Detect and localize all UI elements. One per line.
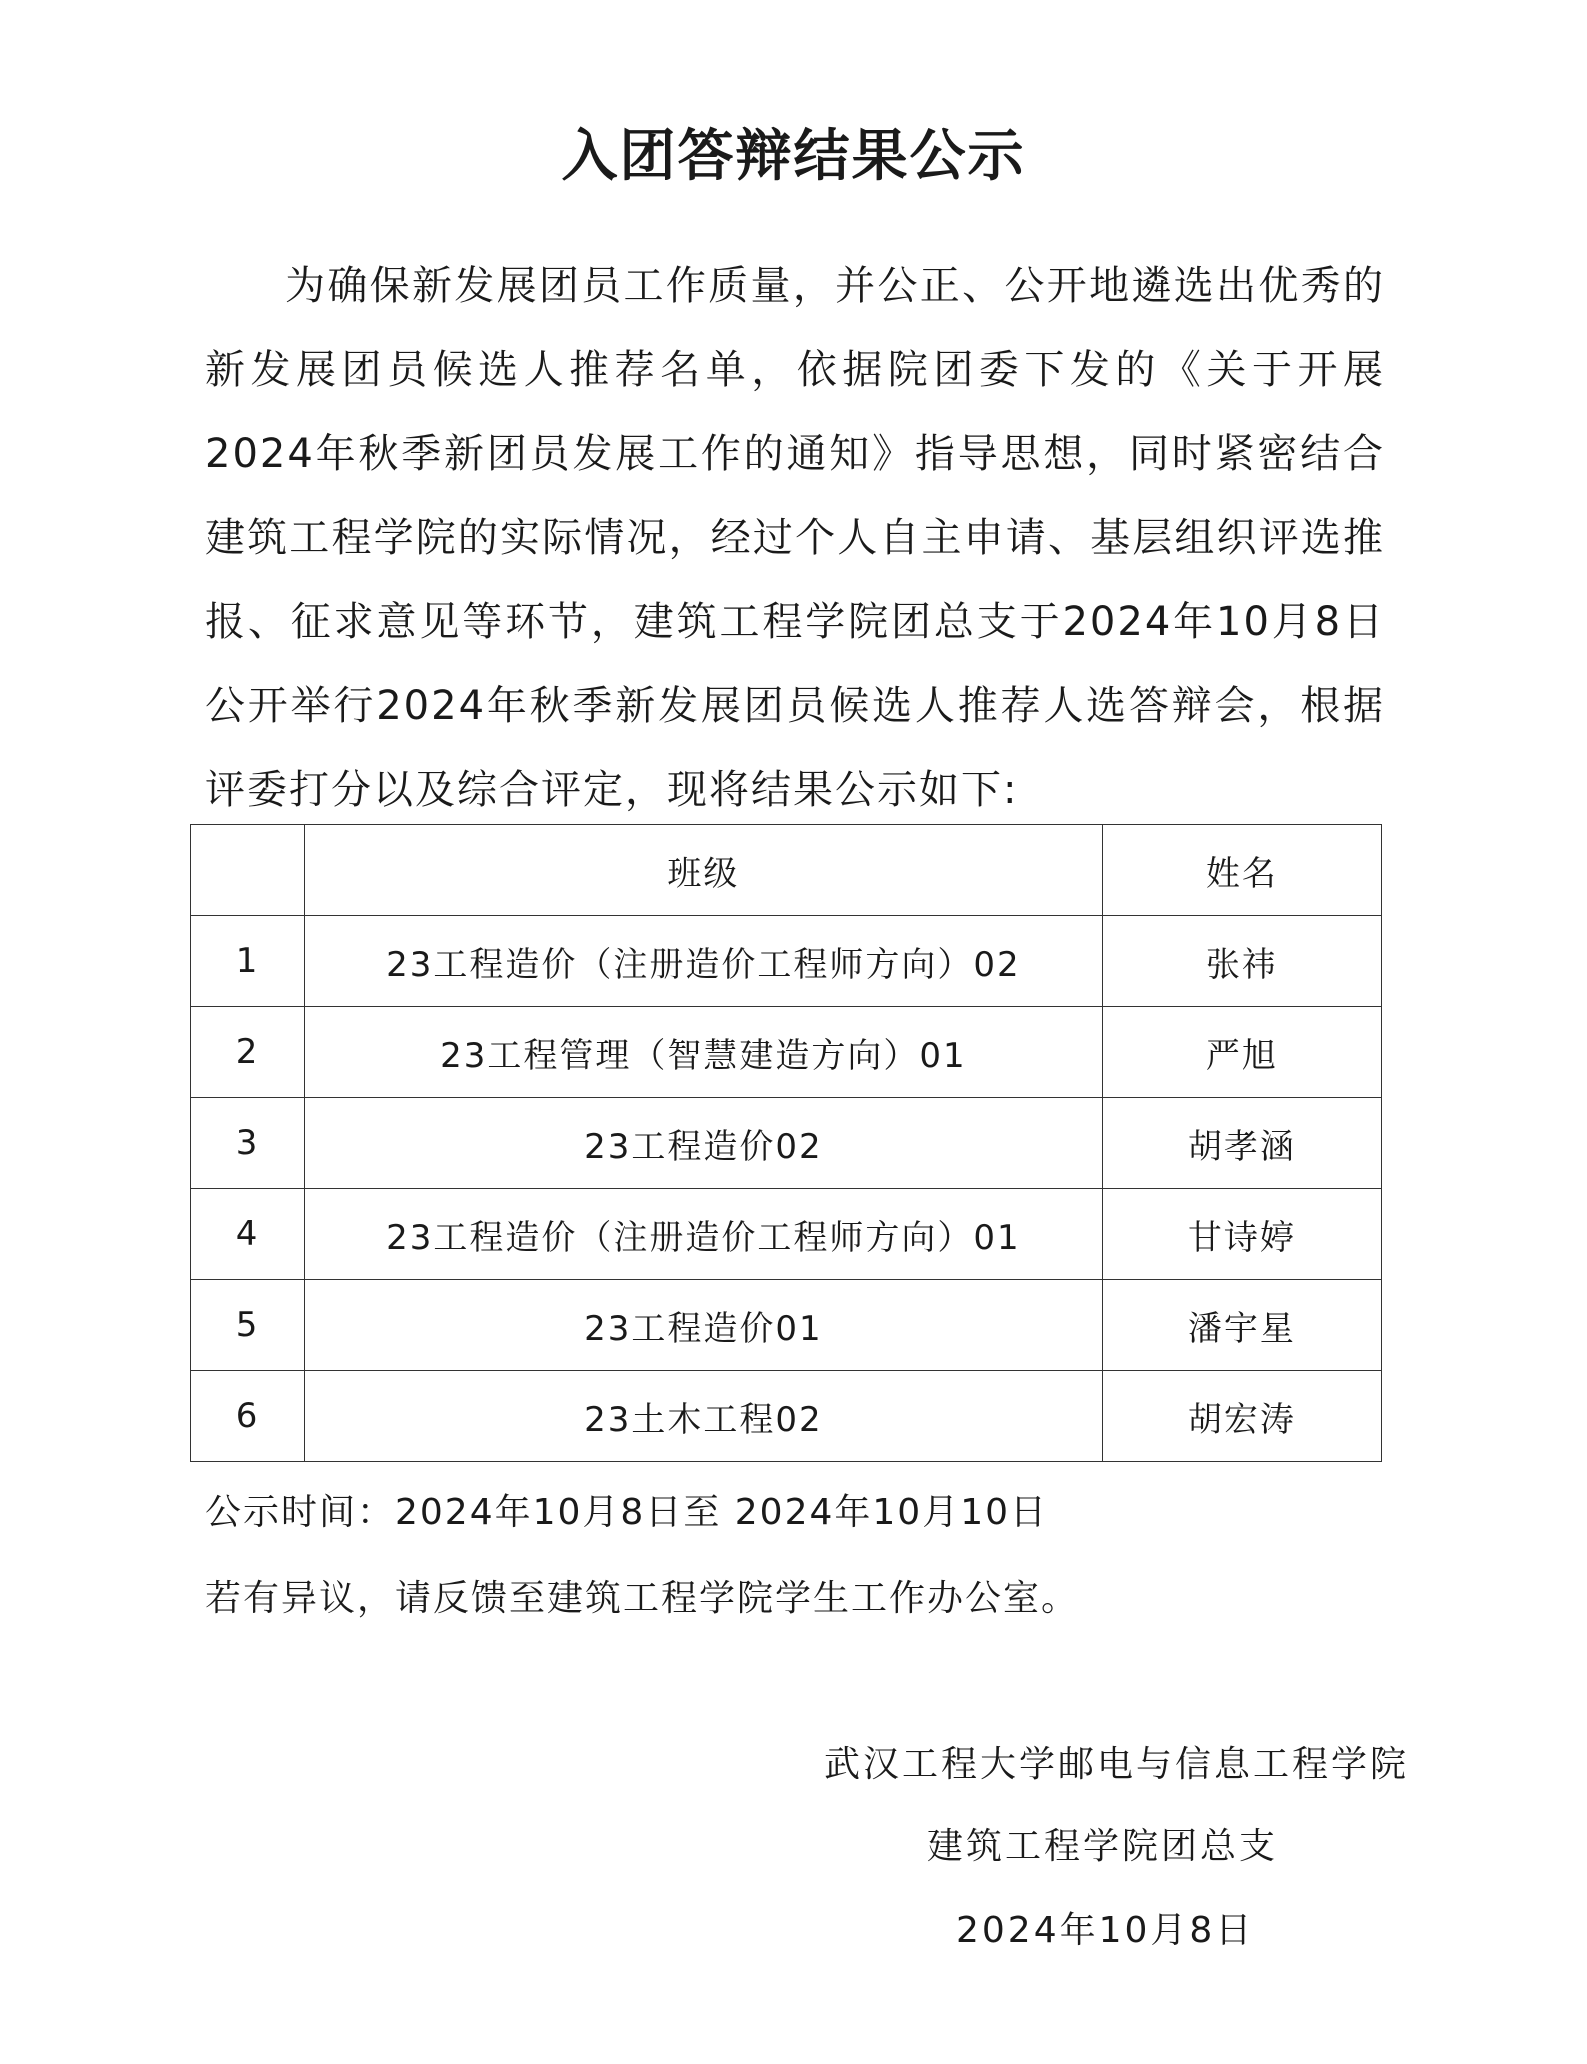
row-name: 张祎 [1102, 916, 1381, 1007]
row-class: 23工程造价（注册造价工程师方向）01 [305, 1189, 1103, 1280]
signature-date: 2024年10月8日 [956, 1910, 1255, 1951]
header-index [191, 825, 305, 916]
row-class: 23工程管理（智慧建造方向）01 [305, 1007, 1103, 1098]
table-row [191, 1007, 1382, 1098]
publicity-period: 公示时间：2024年10月8日至 2024年10月10日 [205, 1492, 1049, 1533]
table-row [191, 1098, 1382, 1189]
row-name: 胡孝涵 [1102, 1098, 1381, 1189]
row-name: 甘诗婷 [1102, 1189, 1381, 1280]
results-table [190, 824, 1382, 1462]
row-name: 潘宇星 [1102, 1280, 1381, 1371]
row-index: 2 [191, 1007, 305, 1098]
header-name: 姓名 [1102, 825, 1381, 916]
table-row [191, 916, 1382, 1007]
signature-branch: 建筑工程学院团总支 [927, 1826, 1279, 1867]
objection-notice: 若有异议，请反馈至建筑工程学院学生工作办公室。 [205, 1578, 1080, 1619]
table-row [191, 1280, 1382, 1371]
row-class: 23工程造价02 [305, 1098, 1103, 1189]
row-index: 6 [191, 1371, 305, 1462]
signature-organization: 武汉工程大学邮电与信息工程学院 [824, 1744, 1410, 1785]
row-class: 23工程造价（注册造价工程师方向）02 [305, 916, 1103, 1007]
page-title: 入团答辩结果公示 [561, 123, 1026, 189]
table-row [191, 1189, 1382, 1280]
row-class: 23工程造价01 [305, 1280, 1103, 1371]
announcement-paragraph: 为确保新发展团员工作质量，并公正、公开地遴选出优秀的新发展团员候选人推荐名单，依据院团委下发的《关于开展2024年秋季新团员发展工作的通知》指导思想，同时紧密结合建筑工程学院的实际情况，经过个人自主申请、基层组织评选推报、征求意见等环节，建筑工程学院团总支于2024年10月8日公开举行2024年秋季新发展团员候选人推荐人选答辩会，根据评委打分以及综合评定，现将结果公示如下: [205, 263, 1385, 813]
header-class: 班级 [305, 825, 1103, 916]
row-index: 1 [191, 916, 305, 1007]
row-index: 4 [191, 1189, 305, 1280]
row-index: 5 [191, 1280, 305, 1371]
row-name: 胡宏涛 [1102, 1371, 1381, 1462]
row-name: 严旭 [1102, 1007, 1381, 1098]
row-class: 23土木工程02 [305, 1371, 1103, 1462]
table-row [191, 1371, 1382, 1462]
row-index: 3 [191, 1098, 305, 1189]
table-header-row [191, 825, 1382, 916]
